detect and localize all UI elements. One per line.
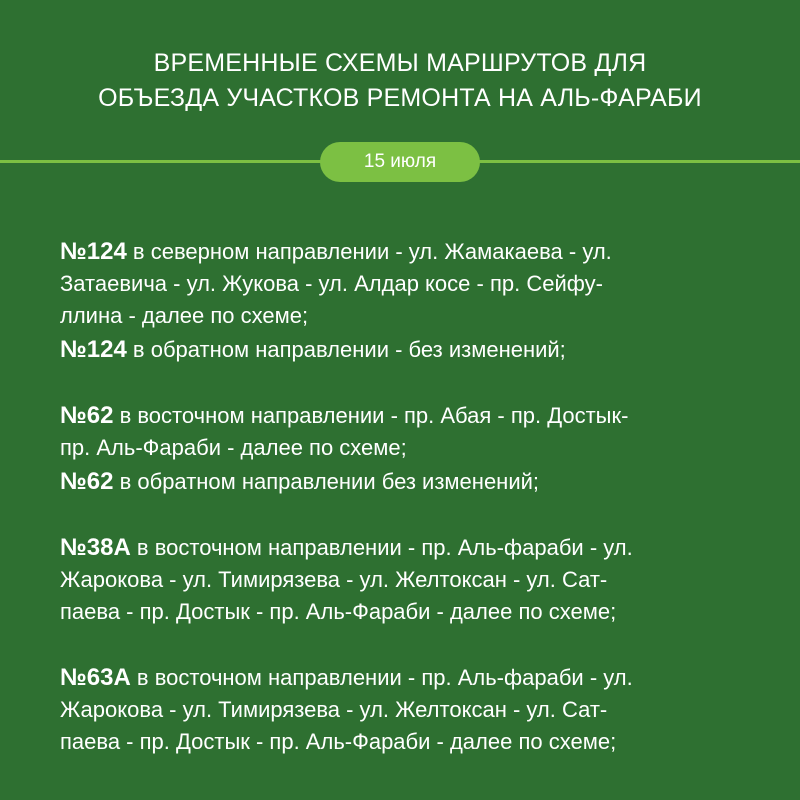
- route-item: [60, 334, 760, 366]
- route-text-line: в восточном направлении - пр. Аль-фараби - ул.: [130, 665, 633, 690]
- route-text-line: в северном направлении - ул. Жамакаева - ул.: [126, 239, 612, 264]
- route-text-line: паева - пр. Достык - пр. Аль-Фараби - далее по схеме;: [60, 729, 617, 754]
- route-item: [60, 532, 760, 628]
- page-title: [0, 46, 800, 116]
- route-number: №62: [60, 468, 114, 495]
- route-number: №124: [60, 238, 127, 265]
- route-item: [60, 466, 760, 498]
- route-number: №38А: [60, 534, 131, 561]
- route-number: №63А: [60, 664, 131, 691]
- route-text-line: паева - пр. Достык - пр. Аль-Фараби - далее по схеме;: [60, 599, 617, 624]
- date-badge: 15 июля: [320, 142, 480, 182]
- route-text-line: ллина - далее по схеме;: [60, 303, 309, 328]
- route-text-line: Затаевича - ул. Жукова - ул. Алдар косе - пр. Сейфу-: [60, 271, 603, 296]
- route-number: №124: [60, 336, 127, 363]
- route-text-line: в восточном направлении - пр. Аль-фараби - ул.: [130, 535, 633, 560]
- title-line-1: ВРЕМЕННЫЕ СХЕМЫ МАРШРУТОВ ДЛЯ: [153, 49, 647, 77]
- route-item: [60, 236, 760, 332]
- routes-list: [60, 236, 760, 760]
- route-text-line: пр. Аль-Фараби - далее по схеме;: [60, 435, 407, 460]
- route-number: №62: [60, 402, 114, 429]
- route-text-line: Жарокова - ул. Тимирязева - ул. Желтоксан - ул. Сат-: [60, 697, 608, 722]
- route-text-line: в восточном направлении - пр. Абая - пр. Достык-: [113, 403, 629, 428]
- route-item: [60, 400, 760, 464]
- route-text-line: в обратном направлении без изменений;: [113, 469, 540, 494]
- title-line-2: ОБЪЕЗДА УЧАСТКОВ РЕМОНТА НА АЛЬ-ФАРАБИ: [98, 84, 702, 112]
- route-text-line: в обратном направлении - без изменений;: [126, 337, 566, 362]
- route-text-line: Жарокова - ул. Тимирязева - ул. Желтоксан - ул. Сат-: [60, 567, 608, 592]
- route-item: [60, 662, 760, 758]
